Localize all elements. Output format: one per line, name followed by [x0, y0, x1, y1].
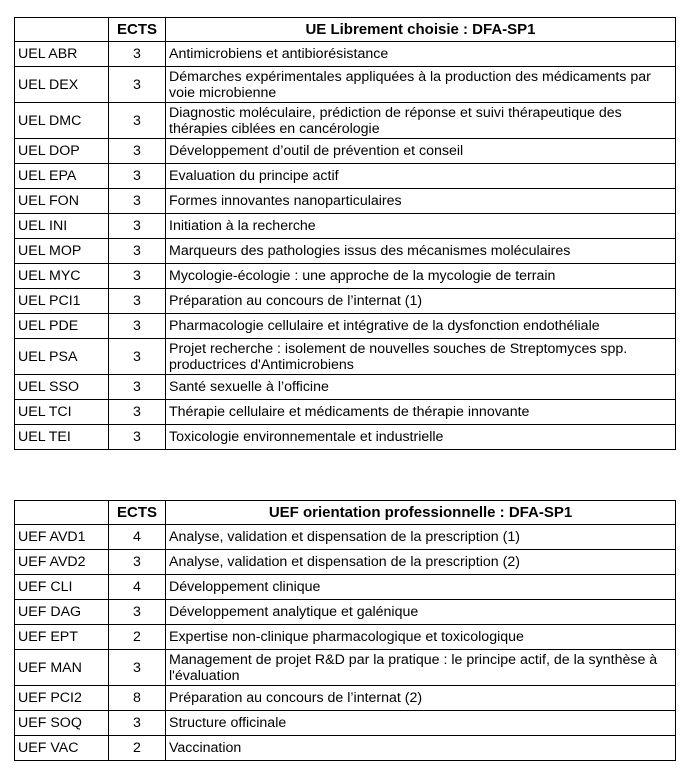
ue-code: UEL PSA: [15, 339, 109, 375]
ue-code: UEL DOP: [15, 139, 109, 164]
ue-label: Evaluation du principe actif: [166, 164, 676, 189]
ue-libre-table: [14, 17, 676, 450]
ue-code: UEL TEI: [15, 425, 109, 450]
ue-code: UEL EPA: [15, 164, 109, 189]
ue-label: Développement analytique et galénique: [166, 600, 676, 625]
uef-orientation-table: [14, 500, 676, 761]
table-row: [15, 525, 676, 550]
ue-code: UEL SSO: [15, 375, 109, 400]
ue-code: UEF SOQ: [15, 711, 109, 736]
ue-label: Santé sexuelle à l’officine: [166, 375, 676, 400]
ue-label: Analyse, validation et dispensation de la prescription (2): [166, 550, 676, 575]
ue-label: Toxicologie environnementale et industrielle: [166, 425, 676, 450]
ue-ects: 3: [109, 189, 166, 214]
table-row: [15, 264, 676, 289]
ue-ects: 8: [109, 686, 166, 711]
ue-ects: 4: [109, 525, 166, 550]
header-code: [15, 18, 109, 42]
table-row: [15, 600, 676, 625]
ue-label: Antimicrobiens et antibiorésistance: [166, 42, 676, 67]
ue-code: UEF DAG: [15, 600, 109, 625]
ue-ects: 3: [109, 339, 166, 375]
ue-ects: 3: [109, 375, 166, 400]
ue-code: UEF MAN: [15, 650, 109, 686]
header-ects: ECTS: [109, 18, 166, 42]
ue-ects: 3: [109, 400, 166, 425]
ue-ects: 3: [109, 239, 166, 264]
ue-ects: 3: [109, 42, 166, 67]
ue-label: Développement clinique: [166, 575, 676, 600]
table-row: [15, 239, 676, 264]
ue-ects: 4: [109, 575, 166, 600]
table-row: [15, 625, 676, 650]
ue-label: Structure officinale: [166, 711, 676, 736]
ue-label: Démarches expérimentales appliquées à la production des médicaments par voie microbienne: [166, 67, 676, 103]
ue-code: UEL INI: [15, 214, 109, 239]
ue-ects: 2: [109, 736, 166, 761]
table-row: [15, 425, 676, 450]
table-header-row: [15, 501, 676, 525]
ue-ects: 3: [109, 425, 166, 450]
ue-ects: 3: [109, 103, 166, 139]
ue-label: Initiation à la recherche: [166, 214, 676, 239]
ue-code: UEL PCI1: [15, 289, 109, 314]
ue-code: UEL MOP: [15, 239, 109, 264]
ue-ects: 2: [109, 625, 166, 650]
ue-label: Diagnostic moléculaire, prédiction de réponse et suivi thérapeutique des thérapies ciblées en cancérologie: [166, 103, 676, 139]
ue-ects: 3: [109, 600, 166, 625]
ue-label: Formes innovantes nanoparticulaires: [166, 189, 676, 214]
ue-code: UEL DMC: [15, 103, 109, 139]
ue-ects: 3: [109, 139, 166, 164]
ue-label: Projet recherche : isolement de nouvelles souches de Streptomyces spp. productrices d'Antimicrobiens: [166, 339, 676, 375]
ue-code: UEF PCI2: [15, 686, 109, 711]
ue-label: Analyse, validation et dispensation de la prescription (1): [166, 525, 676, 550]
ue-ects: 3: [109, 289, 166, 314]
table-row: [15, 575, 676, 600]
ue-code: UEL MYC: [15, 264, 109, 289]
table-row: [15, 289, 676, 314]
ue-label: Développement d’outil de prévention et conseil: [166, 139, 676, 164]
ue-code: UEF AVD1: [15, 525, 109, 550]
ue-ects: 3: [109, 164, 166, 189]
table-row: [15, 736, 676, 761]
header-title: UEF orientation professionnelle : DFA-SP1: [166, 501, 676, 525]
table-row: [15, 103, 676, 139]
header-ects: ECTS: [109, 501, 166, 525]
ue-label: Mycologie-écologie : une approche de la mycologie de terrain: [166, 264, 676, 289]
table-row: [15, 214, 676, 239]
ue-label: Préparation au concours de l’internat (1): [166, 289, 676, 314]
table-row: [15, 375, 676, 400]
ue-label: Thérapie cellulaire et médicaments de thérapie innovante: [166, 400, 676, 425]
table-row: [15, 686, 676, 711]
table-row: [15, 314, 676, 339]
ue-ects: 3: [109, 67, 166, 103]
ue-label: Vaccination: [166, 736, 676, 761]
ue-ects: 3: [109, 550, 166, 575]
table-row: [15, 400, 676, 425]
ue-label: Pharmacologie cellulaire et intégrative de la dysfonction endothéliale: [166, 314, 676, 339]
ue-code: UEL ABR: [15, 42, 109, 67]
table-row: [15, 139, 676, 164]
table-row: [15, 711, 676, 736]
table-row: [15, 189, 676, 214]
ue-code: UEF CLI: [15, 575, 109, 600]
ue-ects: 3: [109, 214, 166, 239]
ue-label: Marqueurs des pathologies issus des mécanismes moléculaires: [166, 239, 676, 264]
header-title: UE Librement choisie : DFA-SP1: [166, 18, 676, 42]
table-row: [15, 550, 676, 575]
header-code: [15, 501, 109, 525]
ue-code: UEL DEX: [15, 67, 109, 103]
ue-code: UEL FON: [15, 189, 109, 214]
ue-label: Expertise non-clinique pharmacologique et toxicologique: [166, 625, 676, 650]
table-row: [15, 339, 676, 375]
table-row: [15, 67, 676, 103]
table-row: [15, 164, 676, 189]
table-header-row: [15, 18, 676, 42]
ue-code: UEF AVD2: [15, 550, 109, 575]
ue-ects: 3: [109, 314, 166, 339]
table-row: [15, 42, 676, 67]
ue-label: Préparation au concours de l’internat (2): [166, 686, 676, 711]
ue-label: Management de projet R&D par la pratique : le principe actif, de la synthèse à l'évaluation: [166, 650, 676, 686]
ue-ects: 3: [109, 711, 166, 736]
table-row: [15, 650, 676, 686]
ue-ects: 3: [109, 650, 166, 686]
ue-code: UEL PDE: [15, 314, 109, 339]
ue-code: UEF EPT: [15, 625, 109, 650]
ue-code: UEF VAC: [15, 736, 109, 761]
ue-ects: 3: [109, 264, 166, 289]
ue-code: UEL TCI: [15, 400, 109, 425]
